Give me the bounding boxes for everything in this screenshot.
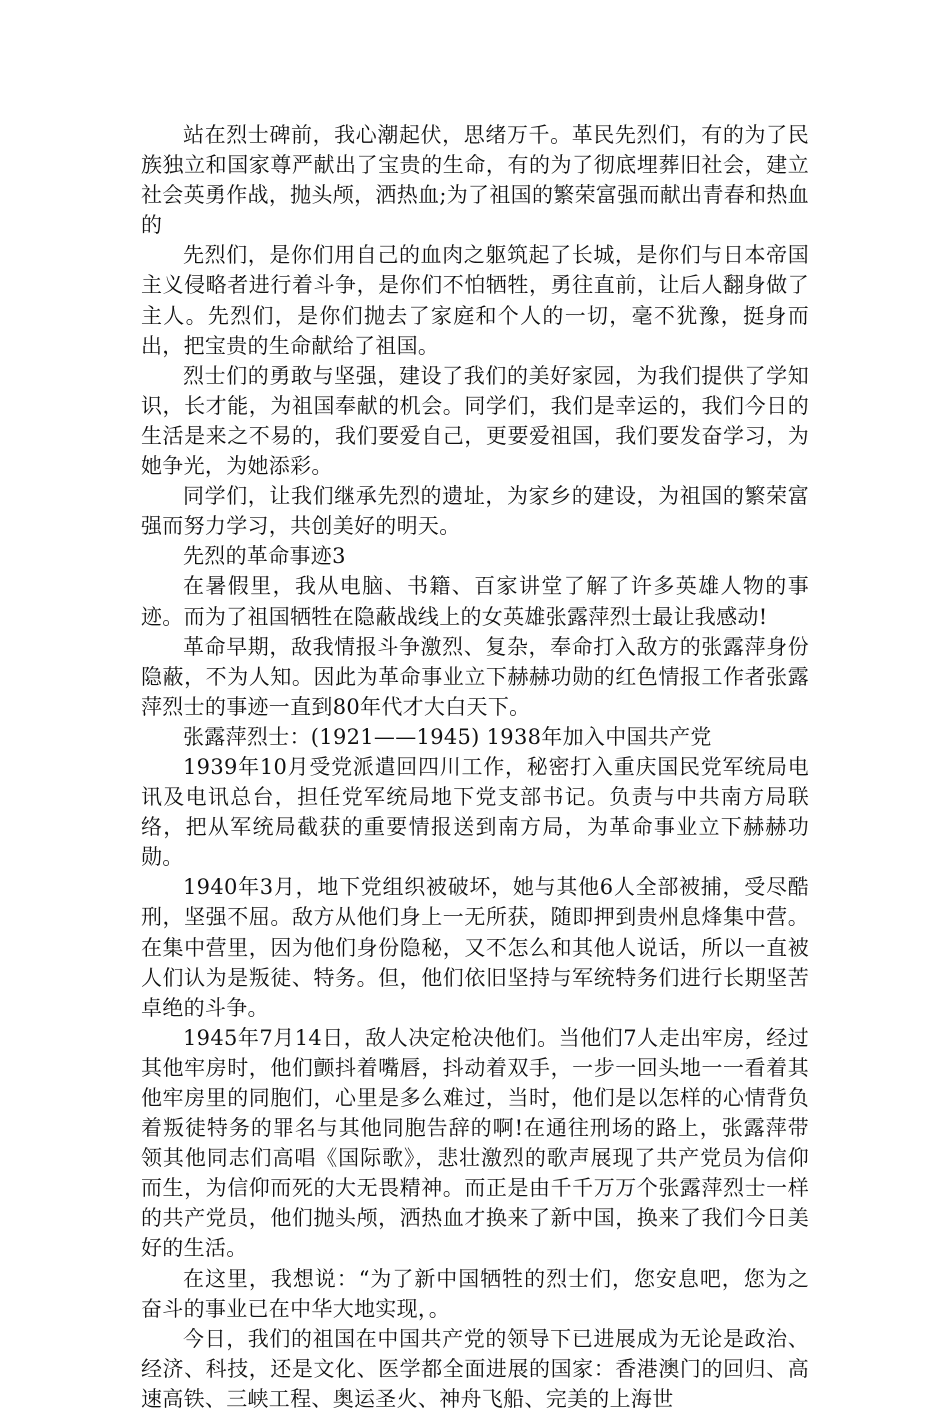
paragraph-8: 张露萍烈士：(1921——1945) 1938年加入中国共产党 (183, 724, 712, 749)
section-heading: 先烈的革命事迹3 (183, 544, 346, 569)
paragraph-1: 站在烈士碑前，我心潮起伏，思绪万千。革民先烈们，有的为了民族独立和国家尊严献出了宝贵的生命，有的为了彻底埋葬旧社会，建立社会英勇作战，抛头颅，洒热血;为了祖国的繁荣富强而献出青春和热血的 (141, 123, 809, 238)
paragraph-6: 在暑假里，我从电脑、书籍、百家讲堂了解了许多英雄人物的事迹。而为了祖国牺牲在隐蔽战线上的女英雄张露萍烈士最让我感动! (141, 574, 809, 629)
paragraph-10: 1940年3月，地下党组织被破坏，她与其他6人全部被捕，受尽酷刑，坚强不屈。敌方从他们身上一无所获，随即押到贵州息烽集中营。在集中营里，因为他们身份隐秘，又不怎么和其他人说话，所以一直被人们认为是叛徒、特务。但，他们依旧坚持与军统特务们进行长期坚苦卓绝的斗争。 (141, 875, 809, 1020)
paragraph-12: 在这里，我想说：“为了新中国牺牲的烈士们，您安息吧，您为之奋斗的事业已在中华大地实现，。 (141, 1266, 809, 1321)
paragraph-7: 革命早期，敌我情报斗争激烈、复杂，奉命打入敌方的张露萍身份隐蔽，不为人知。因此为革命事业立下赫赫功勋的红色情报工作者张露萍烈士的事迹一直到80年代才大白天下。 (141, 634, 809, 719)
paragraph-4: 同学们，让我们继承先烈的遗址，为家乡的建设，为祖国的繁荣富强而努力学习，共创美好的明天。 (141, 484, 809, 539)
document-body (141, 120, 809, 1414)
paragraph-11: 1945年7月14日，敌人决定枪决他们。当他们7人走出牢房，经过其他牢房时，他们颤抖着嘴唇，抖动着双手，一步一回头地一一看着其他牢房里的同胞们，心里是多么难过，当时，他们是以怎样的心情背负着叛徒特务的罪名与其他同胞告辞的啊!在通往刑场的路上，张露萍带领其他同志们高唱《国际歌》，悲壮激烈的歌声展现了共产党员为信仰而生，为信仰而死的大无畏精神。而正是由千千万万个张露萍烈士一样的共产党员，他们抛头颅，洒热血才换来了新中国，换来了我们今日美好的生活。 (141, 1025, 809, 1261)
paragraph-2: 先烈们，是你们用自己的血肉之躯筑起了长城，是你们与日本帝国主义侵略者进行着斗争，是你们不怕牺牲，勇往直前，让后人翻身做了主人。先烈们，是你们抛去了家庭和个人的一切，毫不犹豫，挺身而出，把宝贵的生命献给了祖国。 (141, 243, 809, 358)
paragraph-13: 今日，我们的祖国在中国共产党的领导下已进展成为无论是政治、经济、科技，还是文化、医学都全面进展的国家：香港澳门的回归、高速高铁、三峡工程、奥运圣火、神舟飞船、完美的上海世 (141, 1326, 809, 1411)
paragraph-9: 1939年10月受党派遣回四川工作，秘密打入重庆国民党军统局电讯及电讯总台，担任党军统局地下党支部书记。负责与中共南方局联络，把从军统局截获的重要情报送到南方局，为革命事业立下赫赫功勋。 (141, 754, 809, 870)
paragraph-3: 烈士们的勇敢与坚强，建设了我们的美好家园，为我们提供了学知识，长才能，为祖国奉献的机会。同学们，我们是幸运的，我们今日的生活是来之不易的，我们要爱自己，更要爱祖国，我们要发奋学习，为她争光，为她添彩。 (141, 363, 809, 479)
